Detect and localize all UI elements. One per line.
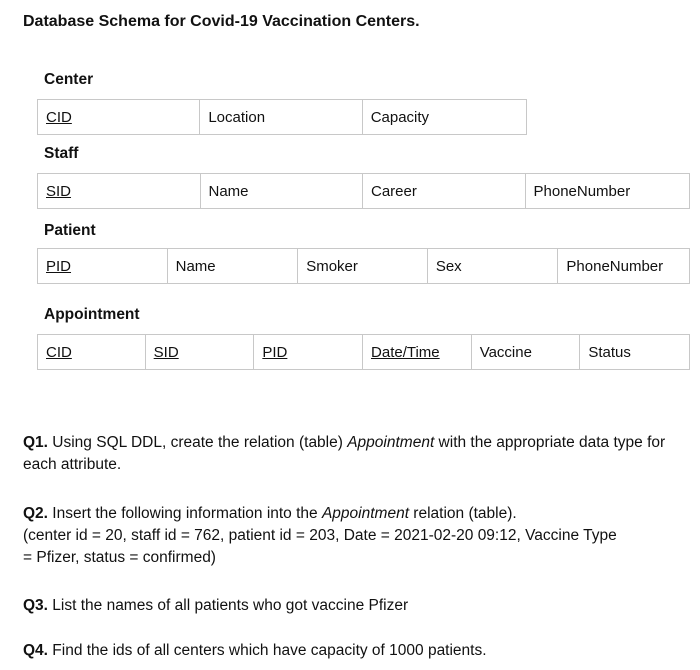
relation-label-center: Center (44, 71, 94, 88)
attribute-date-time: Date/Time (363, 335, 472, 369)
attribute-capacity: Capacity (370, 108, 430, 126)
question-number: Q2. (23, 505, 48, 522)
staff-schema-row (37, 173, 690, 209)
attribute-location: Location (200, 100, 362, 134)
appointment-schema-row (37, 334, 690, 370)
relation-label-staff: Staff (44, 145, 79, 162)
question-3: Q3. List the names of all patients who got vaccine Pfizer (23, 597, 409, 614)
attribute-sex: Sex (428, 249, 559, 283)
question-2-detail-line-1: (center id = 20, staff id = 762, patient id = 203, Date = 2021-02-20 09:12, Vaccine Type (23, 527, 617, 544)
attribute-smoker: Smoker (298, 249, 428, 283)
attribute-status: Status (588, 343, 631, 361)
relation-label-patient: Patient (44, 222, 96, 239)
attribute-career: Career (363, 174, 526, 208)
attribute-pid: PID (254, 335, 363, 369)
attribute-cid: CID (38, 100, 200, 134)
question-number: Q4. (23, 642, 48, 659)
attribute-sid: SID (38, 174, 201, 208)
relation-label-appointment: Appointment (44, 306, 140, 323)
attribute-pid: PID (38, 249, 168, 283)
question-2-detail-line-2: = Pfizer, status = confirmed) (23, 549, 216, 566)
document-title: Database Schema for Covid-19 Vaccination Centers. (23, 13, 420, 30)
attribute-phone-number: PhoneNumber (566, 257, 664, 275)
center-schema-row (37, 99, 527, 135)
question-number: Q3. (23, 597, 48, 614)
attribute-phone-number: PhoneNumber (533, 182, 631, 200)
question-2: Q2. Insert the following information into the Appointment relation (table). (center id = 20, staff id = 762, patient id = 203, Date = 2021-02-20 09:12, Vaccine Type = Pfizer, status = confirmed) (23, 503, 695, 569)
attribute-vaccine: Vaccine (472, 335, 581, 369)
question-4: Q4. Find the ids of all centers which have capacity of 1000 patients. (23, 642, 487, 659)
question-number: Q1. (23, 434, 48, 451)
patient-schema-row (37, 248, 690, 284)
question-1: Q1. Using SQL DDL, create the relation (table) Appointment with the appropriate data type for each attribute. (23, 434, 666, 473)
attribute-sid: SID (146, 335, 255, 369)
attribute-cid: CID (38, 335, 146, 369)
attribute-name: Name (201, 174, 364, 208)
attribute-name: Name (168, 249, 299, 283)
